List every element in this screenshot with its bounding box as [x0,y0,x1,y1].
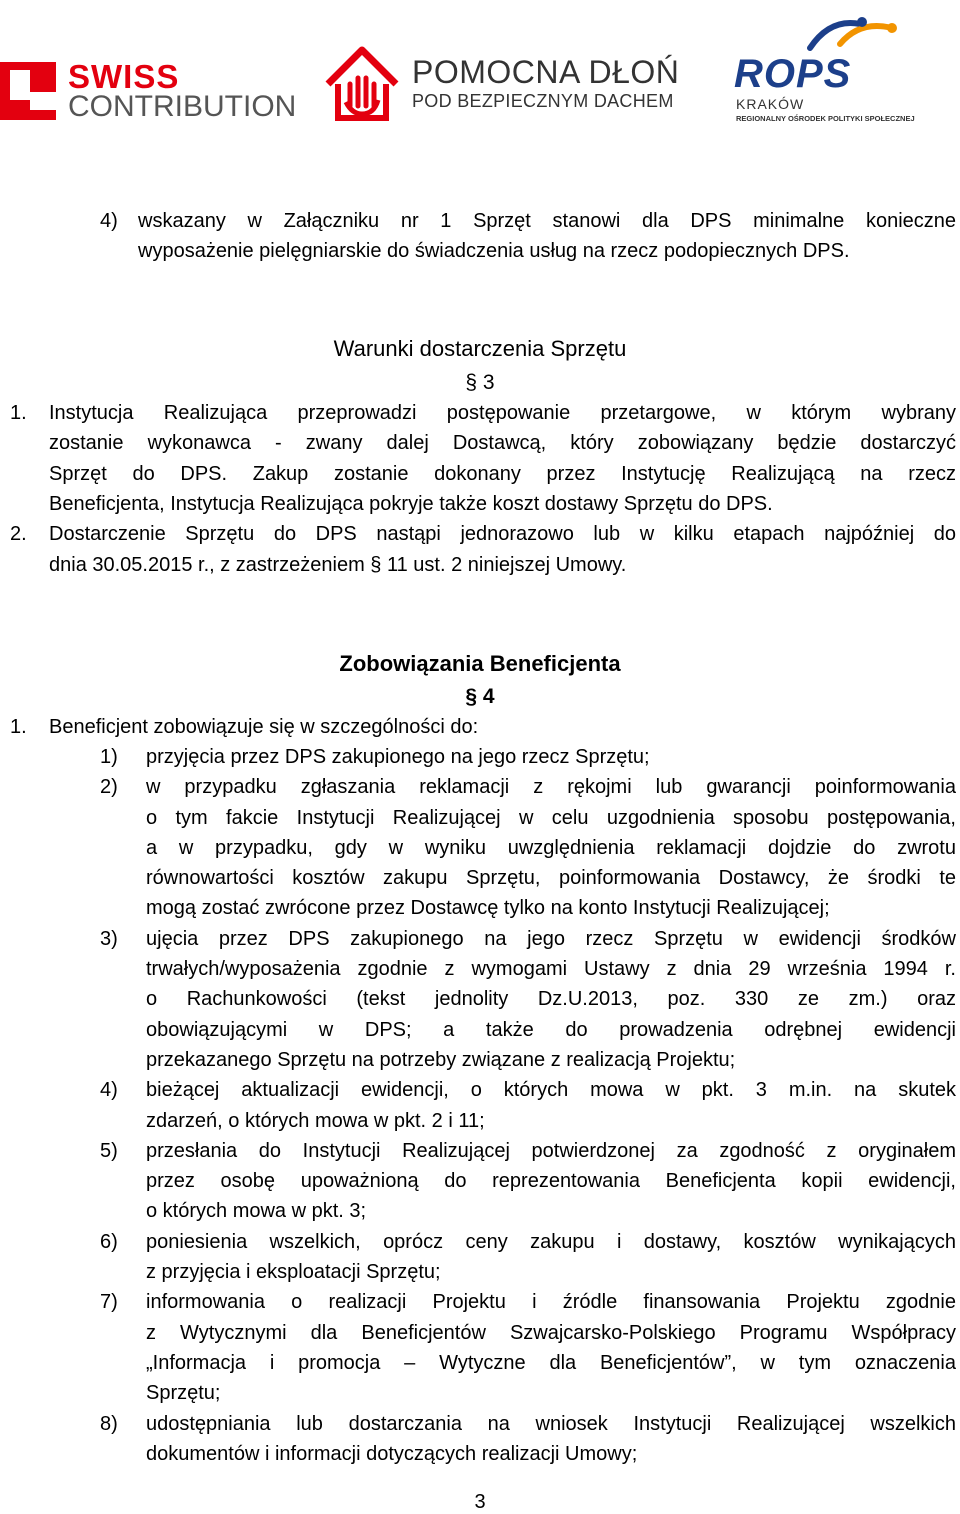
list-item-number: 3) [100,928,118,950]
section-3-paragraph-line: Instytucja Realizująca przeprowadzi postępowanie przetargowe, w którym wybrany [49,402,956,424]
rops-logo-subtitle: REGIONALNY OŚRODEK POLITYKI SPOŁECZNEJ [736,114,915,123]
list-item-line: „Informacja i promocja – Wytyczne dla Beneficjentów”, w tym oznaczenia [146,1352,956,1374]
list-item-line: przyjęcia przez DPS zakupionego na jego rzecz Sprzętu; [146,746,650,768]
section-4-title: Zobowiązania Beneficjenta [339,651,621,676]
list-item-line: o Rachunkowości (tekst jednolity Dz.U.2013, poz. 330 ze zm.) oraz [146,988,956,1010]
list-item-line: ujęcia przez DPS zakupionego na jego rzecz Sprzętu w ewidencji środków [146,928,956,950]
section-3-paragraph-number: 1. [10,402,27,424]
section-4-mark: § 4 [465,685,495,708]
list-item-line: przesłania do Instytucji Realizującej potwierdzonej za zgodność z oryginałem [146,1140,956,1162]
list-item-line: z Wytycznymi dla Beneficjentów Szwajcarsko-Polskiego Programu Współpracy [146,1322,956,1344]
list-item-line: w przypadku zgłaszania reklamacji z rękojmi lub gwarancji poinformowania [146,776,956,798]
swiss-logo-line1: SWISS [68,58,180,95]
section-3-mark: § 3 [465,371,495,394]
intro-item-number: 4) [100,210,118,232]
rops-arcs-icon [800,14,900,52]
list-item-line: poniesienia wszelkich, oprócz ceny zakupu i dostawy, kosztów wynikających [146,1231,956,1253]
swiss-logo-line2: CONTRIBUTION [68,90,297,123]
list-item-line: obowiązującymi w DPS; a także do prowadzenia odrębnej ewidencji [146,1019,956,1041]
intro-item-line: wskazany w Załączniku nr 1 Sprzęt stanowi dla DPS minimalne konieczne [138,210,956,232]
list-item-line: równowartości kosztów zakupu Sprzętu, poinformowania Dostawcy, że środki te [146,867,956,889]
list-item-number: 4) [100,1079,118,1101]
pomocna-logo-line1: POMOCNA DŁOŃ [412,54,680,90]
section-3-title: Warunki dostarczenia Sprzętu [333,336,627,361]
house-hand-icon [322,44,402,124]
list-item-line: o tym fakcie Instytucji Realizującej w celu uzgodnienia sposobu postępowania, [146,807,956,829]
list-item-number: 5) [100,1140,118,1162]
list-item-number: 1) [100,746,118,768]
section-3-paragraph-line: Sprzęt do DPS. Zakup zostanie dokonany przez Instytucję Realizującą na rzecz [49,463,956,485]
list-item-line: udostępniania lub dostarczania na wniosek Instytucji Realizującej wszelkich [146,1413,956,1435]
section-4-paragraph-text: Beneficjent zobowiązuje się w szczególności do: [49,716,479,738]
list-item-line: zdarzeń, o których mowa w pkt. 2 i 11; [146,1110,485,1132]
rops-logo-title: ROPS [734,52,852,96]
list-item-line: przekazanego Sprzętu na potrzeby związane z realizacją Projektu; [146,1049,736,1071]
rops-logo-city: KRAKÓW [736,96,805,112]
list-item-line: Sprzętu; [146,1382,221,1404]
list-item-line: informowania o realizacji Projektu i źródle finansowania Projektu zgodnie [146,1291,956,1313]
list-item-number: 8) [100,1413,118,1435]
list-item-number: 2) [100,776,118,798]
section-4-paragraph-number: 1. [10,716,27,738]
list-item-line: bieżącej aktualizacji ewidencji, o których mowa w pkt. 3 m.in. na skutek [146,1079,956,1101]
pomocna-logo-line2: POD BEZPIECZNYM DACHEM [412,91,674,111]
list-item-number: 6) [100,1231,118,1253]
list-item-line: z przyjęcia i eksploatacji Sprzętu; [146,1261,441,1283]
intro-item-line: wyposażenie pielęgniarskie do świadczenia usług na rzecz podopiecznych DPS. [138,240,850,262]
list-item-number: 7) [100,1291,118,1313]
swiss-flag-icon [0,62,56,120]
list-item-line: a w przypadku, gdy w wyniku uwzględnienia reklamacji dojdzie do zwrotu [146,837,956,859]
section-3-paragraph-number: 2. [10,523,27,545]
page-number: 3 [474,1491,486,1513]
list-item-line: przez osobę upoważnioną do reprezentowania Beneficjenta kopii ewidencji, [146,1170,956,1192]
list-item-line: mogą zostać zwrócone przez Dostawcę tylko na konto Instytucji Realizującej; [146,897,830,919]
section-3-paragraph-line: dnia 30.05.2015 r., z zastrzeżeniem § 11 ust. 2 niniejszej Umowy. [49,554,627,576]
section-3-paragraph-line: zostanie wykonawca - zwany dalej Dostawcą, który zobowiązany będzie dostarczyć [49,432,956,454]
list-item-line: dokumentów i informacji dotyczących realizacji Umowy; [146,1443,638,1465]
list-item-line: o których mowa w pkt. 3; [146,1200,367,1222]
section-3-paragraph-line: Dostarczenie Sprzętu do DPS nastąpi jednorazowo lub w kilku etapach najpóźniej do [49,523,956,545]
list-item-line: trwałych/wyposażenia zgodnie z wymogami Ustawy z dnia 29 września 1994 r. [146,958,956,980]
section-3-paragraph-line: Beneficjenta, Instytucja Realizująca pokryje także koszt dostawy Sprzętu do DPS. [49,493,773,515]
